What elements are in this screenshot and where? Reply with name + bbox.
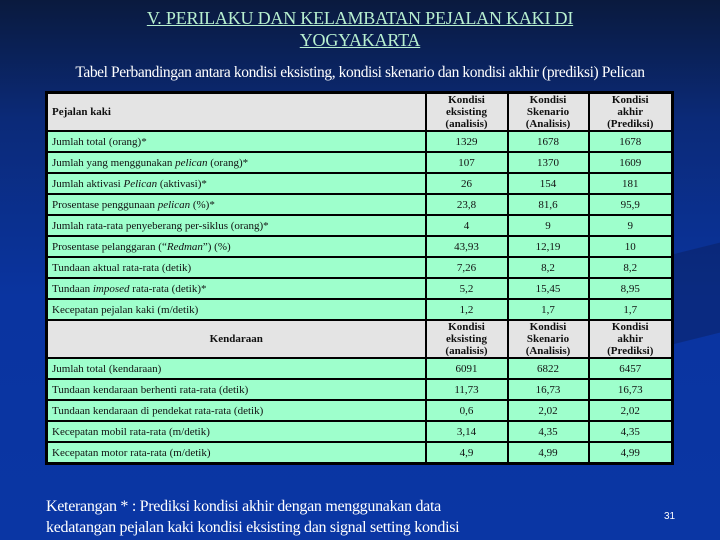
table-row bbox=[47, 358, 673, 379]
section-header-vehicle: Kendaraan bbox=[47, 320, 426, 358]
table-row bbox=[47, 299, 673, 320]
row-label: Tundaan kendaraan di pendekat rata-rata (detik) bbox=[47, 400, 426, 421]
col-header-scenario: Kondisi Skenario (Analisis) bbox=[508, 320, 589, 358]
row-label: Kecepatan motor rata-rata (m/detik) bbox=[47, 442, 426, 464]
value-scenario: 81,6 bbox=[508, 194, 589, 215]
table-row bbox=[47, 131, 673, 152]
pedestrian-header-row bbox=[47, 93, 673, 132]
col-header-final: Kondisi akhir (Prediksi) bbox=[589, 93, 673, 132]
row-label: Jumlah aktivasi Pelican (aktivasi)* bbox=[47, 173, 426, 194]
value-existing: 4 bbox=[426, 215, 508, 236]
value-scenario: 6822 bbox=[508, 358, 589, 379]
row-label: Kecepatan pejalan kaki (m/detik) bbox=[47, 299, 426, 320]
slide-title bbox=[0, 7, 720, 51]
value-final: 1678 bbox=[589, 131, 673, 152]
value-final: 95,9 bbox=[589, 194, 673, 215]
row-label: Jumlah total (orang)* bbox=[47, 131, 426, 152]
table-row bbox=[47, 173, 673, 194]
col-header-scenario: Kondisi Skenario (Analisis) bbox=[508, 93, 589, 132]
value-final: 1,7 bbox=[589, 299, 673, 320]
value-existing: 11,73 bbox=[426, 379, 508, 400]
table-row bbox=[47, 257, 673, 278]
vehicle-section bbox=[47, 320, 673, 464]
value-final: 181 bbox=[589, 173, 673, 194]
pedestrian-section bbox=[47, 93, 673, 321]
slide-title-line-2: YOGYAKARTA bbox=[299, 30, 421, 50]
comparison-table bbox=[45, 91, 674, 465]
table-row bbox=[47, 215, 673, 236]
value-existing: 4,9 bbox=[426, 442, 508, 464]
value-scenario: 8,2 bbox=[508, 257, 589, 278]
table-row bbox=[47, 379, 673, 400]
value-existing: 107 bbox=[426, 152, 508, 173]
value-existing: 26 bbox=[426, 173, 508, 194]
value-final: 6457 bbox=[589, 358, 673, 379]
value-final: 9 bbox=[589, 215, 673, 236]
table-caption: Tabel Perbandingan antara kondisi eksisting, kondisi skenario dan kondisi akhir (prediksi) Pelican bbox=[75, 64, 645, 81]
value-scenario: 1370 bbox=[508, 152, 589, 173]
footnote bbox=[46, 496, 606, 538]
table-row bbox=[47, 400, 673, 421]
vehicle-header-row bbox=[47, 320, 673, 358]
value-existing: 7,26 bbox=[426, 257, 508, 278]
table-row bbox=[47, 278, 673, 299]
footnote-line-2: kedatangan pejalan kaki kondisi eksisting dan signal setting kondisi bbox=[46, 519, 460, 536]
value-existing: 5,2 bbox=[426, 278, 508, 299]
row-label: Tundaan aktual rata-rata (detik) bbox=[47, 257, 426, 278]
value-existing: 6091 bbox=[426, 358, 508, 379]
value-scenario: 2,02 bbox=[508, 400, 589, 421]
value-final: 4,35 bbox=[589, 421, 673, 442]
value-existing: 43,93 bbox=[426, 236, 508, 257]
value-final: 4,99 bbox=[589, 442, 673, 464]
row-label: Tundaan kendaraan berhenti rata-rata (detik) bbox=[47, 379, 426, 400]
value-scenario: 12,19 bbox=[508, 236, 589, 257]
col-header-existing: Kondisi eksisting (analisis) bbox=[426, 320, 508, 358]
row-label: Jumlah total (kendaraan) bbox=[47, 358, 426, 379]
value-scenario: 154 bbox=[508, 173, 589, 194]
value-scenario: 4,35 bbox=[508, 421, 589, 442]
row-label: Tundaan imposed rata-rata (detik)* bbox=[47, 278, 426, 299]
table-row bbox=[47, 152, 673, 173]
value-final: 2,02 bbox=[589, 400, 673, 421]
col-header-final: Kondisi akhir (Prediksi) bbox=[589, 320, 673, 358]
row-label: Kecepatan mobil rata-rata (m/detik) bbox=[47, 421, 426, 442]
table-row bbox=[47, 236, 673, 257]
value-final: 1609 bbox=[589, 152, 673, 173]
section-header-pedestrian: Pejalan kaki bbox=[47, 93, 426, 132]
value-final: 8,2 bbox=[589, 257, 673, 278]
value-existing: 1,2 bbox=[426, 299, 508, 320]
row-label: Prosentase penggunaan pelican (%)* bbox=[47, 194, 426, 215]
value-existing: 3,14 bbox=[426, 421, 508, 442]
table-row bbox=[47, 421, 673, 442]
row-label: Prosentase pelanggaran (“Redman”) (%) bbox=[47, 236, 426, 257]
value-existing: 23,8 bbox=[426, 194, 508, 215]
footnote-line-1: Keterangan * : Prediksi kondisi akhir dengan menggunakan data bbox=[46, 498, 441, 515]
value-scenario: 1678 bbox=[508, 131, 589, 152]
value-scenario: 1,7 bbox=[508, 299, 589, 320]
value-scenario: 4,99 bbox=[508, 442, 589, 464]
value-existing: 0,6 bbox=[426, 400, 508, 421]
value-final: 8,95 bbox=[589, 278, 673, 299]
table-row bbox=[47, 194, 673, 215]
col-header-existing: Kondisi eksisting (analisis) bbox=[426, 93, 508, 132]
page-number: 31 bbox=[664, 511, 676, 522]
row-label: Jumlah yang menggunakan pelican (orang)* bbox=[47, 152, 426, 173]
value-final: 10 bbox=[589, 236, 673, 257]
value-scenario: 15,45 bbox=[508, 278, 589, 299]
value-scenario: 16,73 bbox=[508, 379, 589, 400]
value-final: 16,73 bbox=[589, 379, 673, 400]
row-label: Jumlah rata-rata penyeberang per-siklus (orang)* bbox=[47, 215, 426, 236]
table-row bbox=[47, 442, 673, 464]
value-existing: 1329 bbox=[426, 131, 508, 152]
slide-title-line-1: V. PERILAKU DAN KELAMBATAN PEJALAN KAKI DI bbox=[146, 8, 574, 28]
value-scenario: 9 bbox=[508, 215, 589, 236]
